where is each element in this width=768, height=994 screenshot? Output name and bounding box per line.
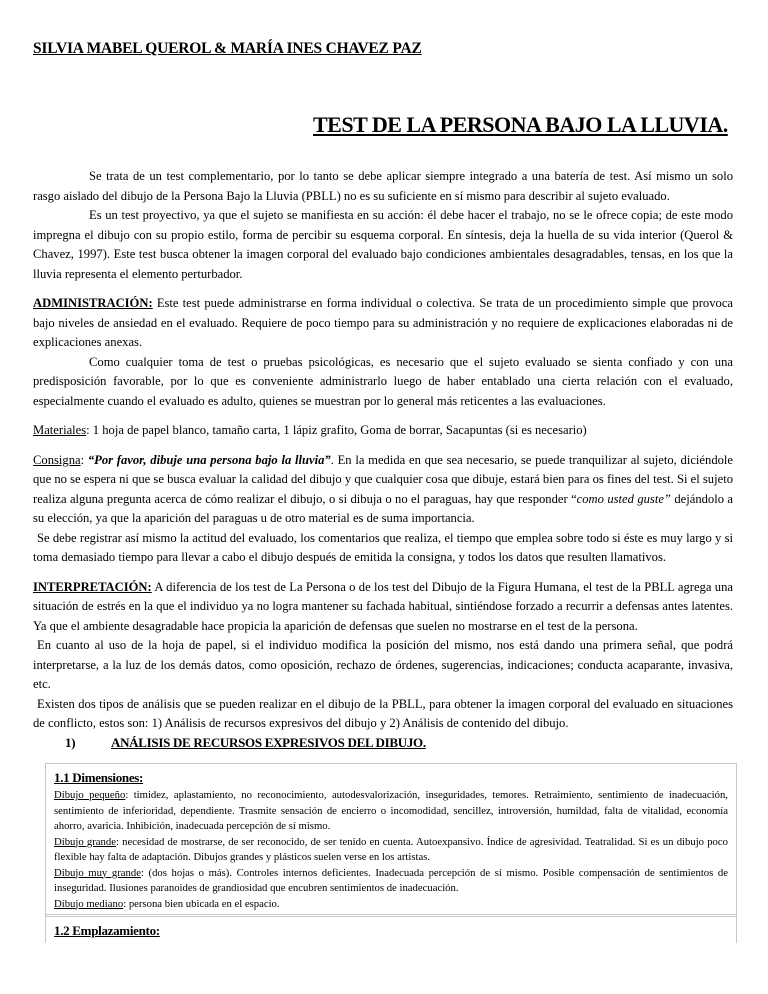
term-text: : persona bien ubicada en el espacio. xyxy=(123,897,280,910)
materiales-paragraph xyxy=(33,421,733,441)
list-item xyxy=(54,788,728,835)
consigna-paragraph xyxy=(33,451,733,529)
interpretacion-paragraph-1 xyxy=(33,578,733,637)
consigna-paragraph-2: Se debe registrar así mismo la actitud del evaluado, los comentarios que realiza, el tiempo que emplea sobre todo si éste es muy largo y si toma demasiado tiempo para llevar a cabo el dibujo después de emitida la consigna, y todos los datos que resulten llamativos. xyxy=(33,530,733,564)
consigna-colon: : xyxy=(80,452,88,467)
intro-paragraph-1: Se trata de un test complementario, por lo tanto se debe aplicar siempre integrado a una batería de test. Así mismo un solo rasgo aislado del dibujo de la Persona Bajo la Lluvia (PBLL) no es su suficiente en sí mismo para describir al sujeto evaluado. xyxy=(33,169,733,203)
emplazamiento-cell xyxy=(46,914,736,943)
term-label: Dibujo pequeño xyxy=(54,789,126,801)
list-item xyxy=(54,835,728,866)
consigna-label: Consigna xyxy=(33,452,81,467)
authors-header: SILVIA MABEL QUEROL & MARÍA INES CHAVEZ PAZ xyxy=(33,40,422,57)
administracion-heading: ADMINISTRACIÓN: xyxy=(33,296,153,310)
term-text: : (dos hojas o más). Controles internos deficientes. Inadecuada percepción de sí mismo. Posible compensación de sentimientos de inseguridad. Ilusiones paranoides de grandiosidad que encubren sentimientos de inadecuación. xyxy=(54,866,728,894)
interpretacion-heading: INTERPRETACIÓN: xyxy=(33,579,152,594)
term-label: Dibujo mediano xyxy=(54,897,124,910)
interpretacion-paragraph-3: Existen dos tipos de análisis que se pueden realizar en el dibujo de la PBLL, para obtener la imagen corporal del evaluado en situaciones de conflicto, estos son: 1) Análisis de recursos expresivos del dibujo y 2) Análisis de contenido del dibujo. xyxy=(33,696,733,730)
term-label: Dibujo grande xyxy=(54,835,116,848)
term-text: : necesidad de mostrarse, de ser reconocido, de ser tenido en cuenta. Autoexpansivo. Índice de agresividad. Teatralidad. Si es un dibujo poco flexible hay falta de adaptación. Dibujos grandes y plásticos suelen verse en los artistas. xyxy=(54,835,728,863)
administracion-text: Este test puede administrarse en forma individual o colectiva. Se trata de un procedimiento simple que provoca bajo niveles de ansiedad en el evaluado. Requiere de poco tiempo para su administración y no requiere de explicaciones elaboradas ni de explicaciones anexas. xyxy=(33,296,733,349)
consigna-italic: como usted guste” xyxy=(576,491,671,506)
section-heading-1 xyxy=(65,735,426,751)
analysis-table xyxy=(45,763,737,943)
term-label: Dibujo muy grande xyxy=(54,866,141,879)
page-title: TEST DE LA PERSONA BAJO LA LLUVIA. xyxy=(313,112,728,137)
consigna-quote: “Por favor, dibuje una persona bajo la lluvia” xyxy=(87,452,331,467)
interpretacion-paragraph-2: En cuanto al uso de la hoja de papel, si el individuo modifica la posición del mismo, nos está dando una primera señal, que podrá interpretarse, a la luz de los demás datos, como oposición, rechazo de órdenes, sugerencias, indicaciones; conducta acaparante, invasiva, etc. xyxy=(33,638,733,691)
section-title: ANÁLISIS DE RECURSOS EXPRESIVOS DEL DIBUJO. xyxy=(111,735,426,750)
dimensiones-cell xyxy=(46,764,736,914)
document-body xyxy=(33,167,733,734)
term-text: : timidez, aplastamiento, no reconocimiento, autodesvalorización, inseguridades, temores. Retraimiento, sentimiento de inadecuación, sentimiento de inferioridad, dependiente. Trasmite sensación de encierro o incomodidad, sencillez, introversión, humildad, falta de vitalidad, economía ahorro, avaricia. Inhibición, inadecuada percepción de sí mismo. xyxy=(54,789,728,832)
list-item xyxy=(54,866,728,897)
interpretacion-text: A diferencia de los test de La Persona o de los test del Dibujo de la Figura Humana, el test de la PBLL agrega una situación de estrés en la que el individuo ya no logra mantener su fachada habitual, sintiéndose forzado a recurrir a defensas antes latentes. Ya que el ambiente desagradable hace propicia la aparición de defensas que suelen no mostrarse en el test de la persona. xyxy=(33,579,733,633)
list-item xyxy=(54,897,728,913)
consigna-text-2: dejándolo a su elección, ya que la aparición del paraguas u de otro material es de suma importancia. xyxy=(33,491,733,525)
emplazamiento-heading: 1.2 Emplazamiento: xyxy=(54,923,160,938)
administracion-paragraph-1 xyxy=(33,294,733,353)
section-number: 1) xyxy=(65,735,76,750)
intro-paragraph-2: Es un test proyectivo, ya que el sujeto se manifiesta en su acción: él debe hacer el trabajo, no se le ofrece copia; de este modo impregna el dibujo con su propio estilo, forma de percibir su esquema corporal. En síntesis, deja la huella de su vida interior (Querol & Chavez, 1997). Este test busca obtener la imagen corporal del evaluado bajo condiciones ambientales desagradables, tensas, en los que la lluvia representa el elemento perturbador. xyxy=(33,208,733,281)
materiales-text: : 1 hoja de papel blanco, tamaño carta, 1 lápiz grafito, Goma de borrar, Sacapuntas (si es necesario) xyxy=(86,423,587,437)
consigna-text-1: . En la medida en que sea necesario, se puede tranquilizar al sujeto, diciéndole que no se espera ni que se busca evaluar la calidad del dibujo y que cualquier cosa que dibuje, estará bien para os fines del test. Si el sujeto realiza alguna pregunta acerca de cómo realizar el dibujo, o si dibuja o no el paraguas, hay que responder “ xyxy=(33,452,733,506)
dimensiones-heading: 1.1 Dimensiones: xyxy=(54,770,144,785)
materiales-label: Materiales xyxy=(33,423,87,437)
administracion-paragraph-2: Como cualquier toma de test o pruebas psicológicas, es necesario que el sujeto evaluado se sienta confiado y con una predisposición favorable, por lo que es conveniente administrarlo luego de haber entablado una cierta relación con el evaluado, especialmente cuando el evaluado es adulto, quienes se muestran por lo general más reticentes a las evaluaciones. xyxy=(33,354,733,408)
